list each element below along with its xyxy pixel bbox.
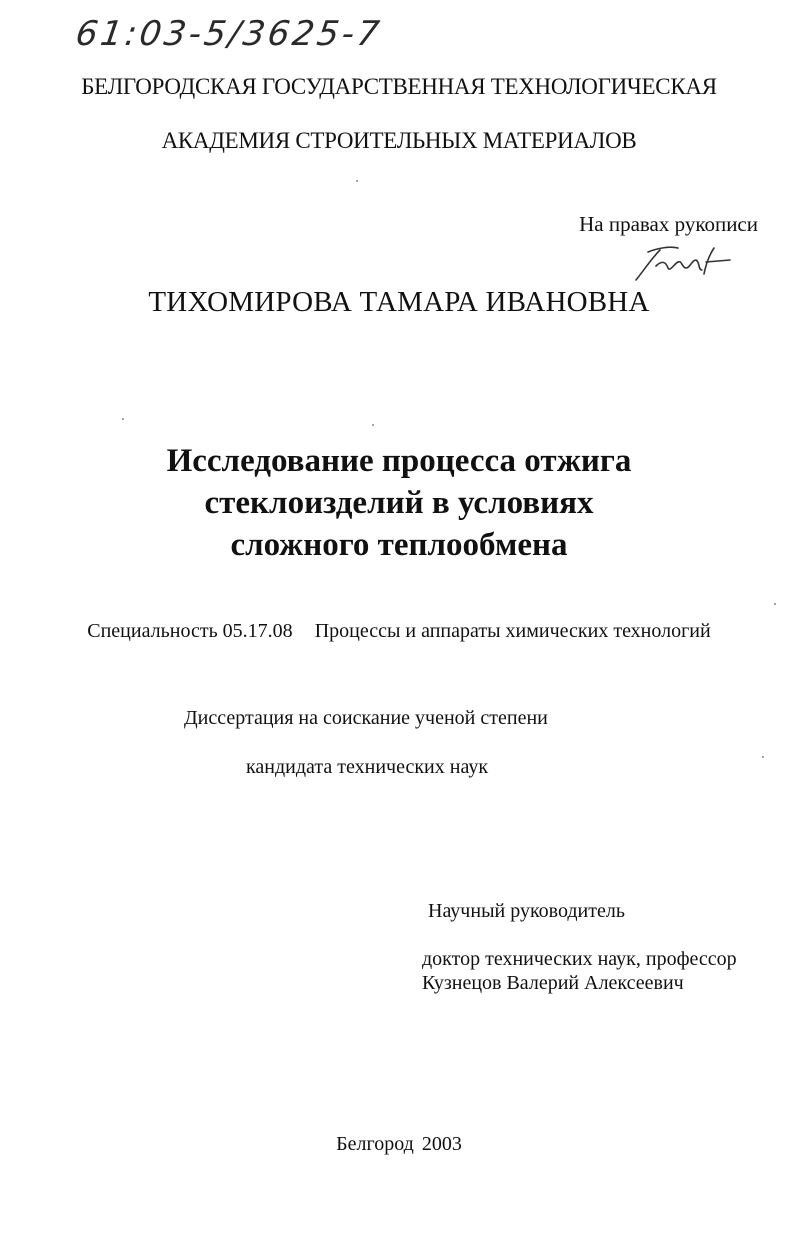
manuscript-rights-note: На правах рукописи: [579, 212, 758, 236]
scan-speck: [774, 603, 776, 605]
city: Белгород: [336, 1133, 414, 1155]
title-line-3: сложного теплообмена: [230, 527, 568, 563]
scan-speck: [372, 424, 374, 426]
institution-line-1: БЕЛГОРОДСКАЯ ГОСУДАРСТВЕННАЯ ТЕХНОЛОГИЧЕСКАЯ: [81, 74, 717, 99]
specialty-name: Процессы и аппараты химических технологий: [314, 620, 711, 642]
scan-speck: [122, 418, 124, 420]
dissertation-title: [0, 440, 798, 566]
degree-line-2: кандидата технических наук: [246, 756, 489, 778]
city-year: [0, 1133, 798, 1156]
institution-line-2: АКАДЕМИЯ СТРОИТЕЛЬНЫХ МАТЕРИАЛОВ: [161, 128, 637, 153]
degree-line-1: Диссертация на соискание ученой степени: [184, 707, 548, 729]
title-line-2: стеклоизделий в условиях: [204, 485, 594, 521]
author-name: ТИХОМИРОВА ТАМАРА ИВАНОВНА: [148, 286, 650, 318]
supervisor-name: Кузнецов Валерий Алексеевич: [422, 972, 684, 994]
scan-speck: [762, 756, 764, 758]
archive-number-handwritten: 61:03-5/3625-7: [73, 14, 385, 54]
title-line-1: Исследование процесса отжига: [166, 443, 632, 479]
specialty-line: [0, 620, 798, 643]
supervisor-label: Научный руководитель: [428, 900, 625, 922]
specialty-code: Специальность 05.17.08: [87, 620, 293, 642]
author-signature: [630, 240, 734, 286]
supervisor-degree: доктор технических наук, профессор: [422, 948, 737, 970]
year: 2003: [421, 1133, 462, 1155]
scan-speck: [356, 180, 358, 182]
